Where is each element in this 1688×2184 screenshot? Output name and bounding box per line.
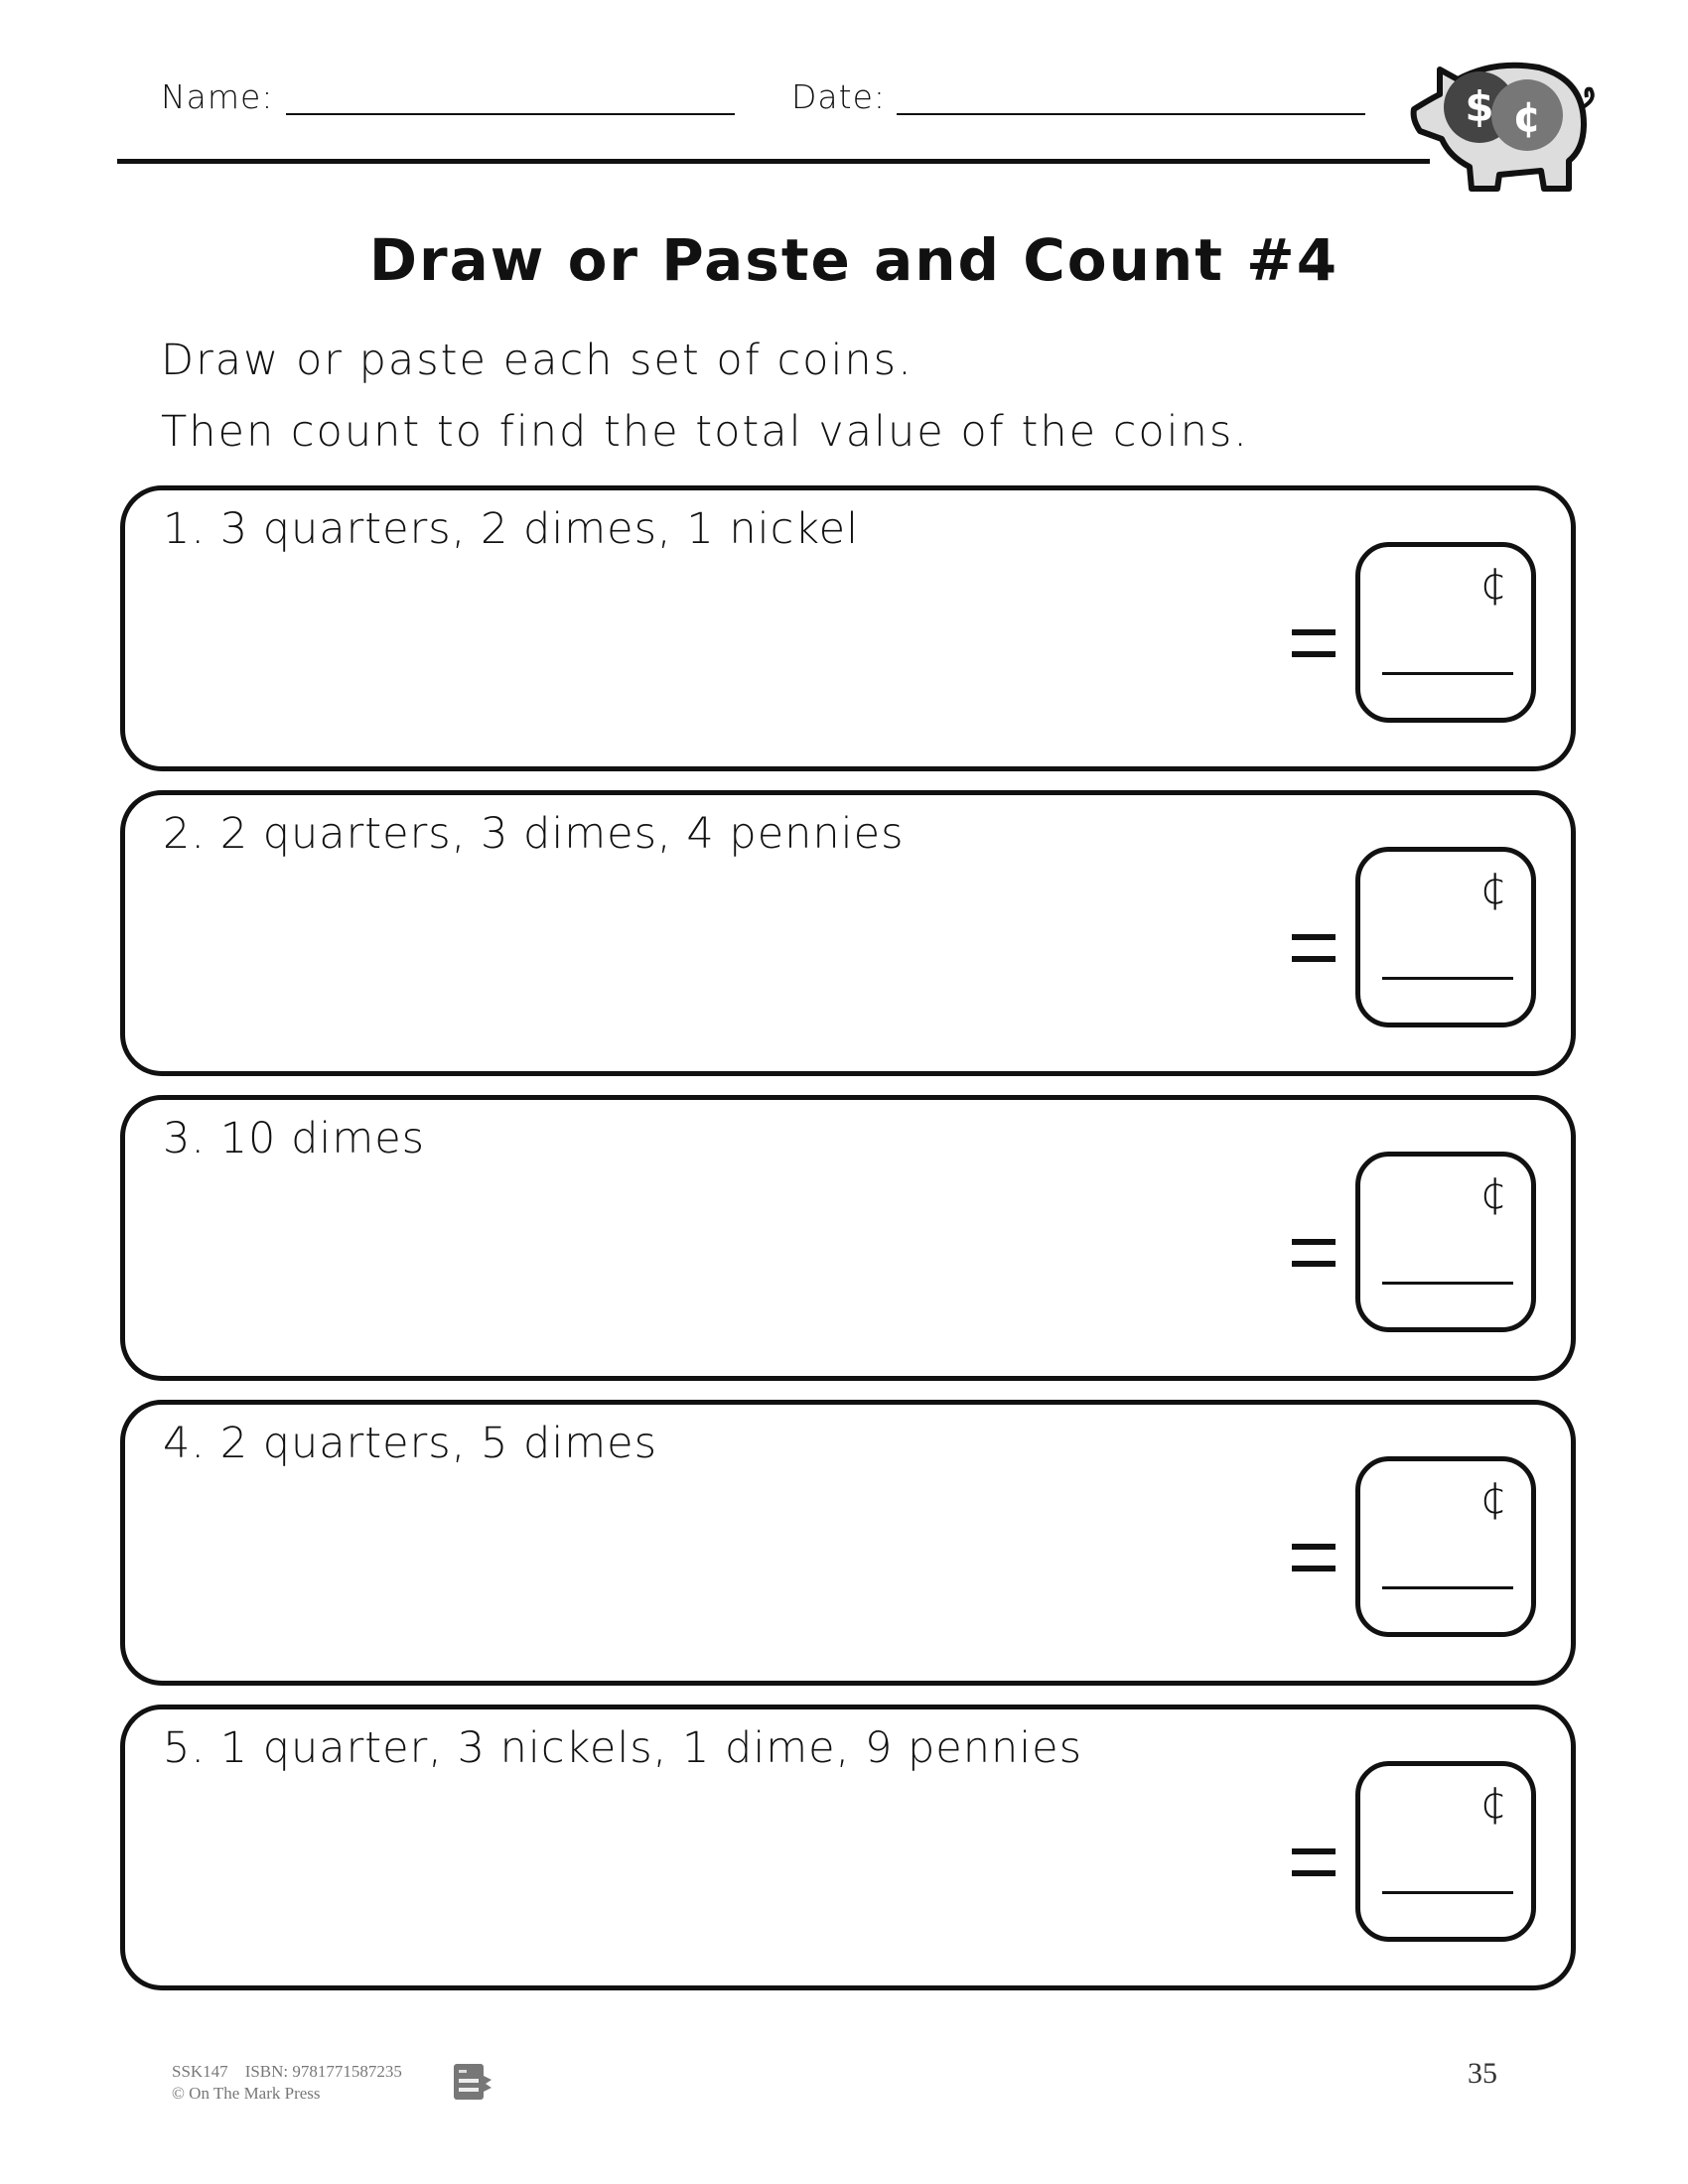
footer-credits — [172, 2061, 402, 2105]
cent-sign: ¢ — [1479, 1168, 1507, 1219]
equals-sign — [1292, 629, 1336, 657]
answer-line[interactable] — [1382, 1891, 1513, 1894]
answer-line[interactable] — [1382, 977, 1513, 980]
answer-line[interactable] — [1382, 672, 1513, 675]
problem-box-3 — [120, 1095, 1576, 1381]
page-number: 35 — [1468, 2057, 1497, 2090]
problem-box-1 — [120, 485, 1576, 771]
name-label: Name: — [161, 77, 274, 116]
problem-label: 1. 3 quarters, 2 dimes, 1 nickel — [163, 504, 860, 554]
problem-box-4 — [120, 1400, 1576, 1686]
answer-line[interactable] — [1382, 1586, 1513, 1589]
date-field[interactable] — [897, 113, 1365, 115]
problem-label: 3. 10 dimes — [163, 1114, 426, 1163]
publisher-logo-icon — [452, 2062, 493, 2102]
problem-label: 2. 2 quarters, 3 dimes, 4 pennies — [163, 809, 905, 859]
problem-box-5 — [120, 1705, 1576, 1990]
answer-box[interactable] — [1355, 542, 1536, 723]
cent-sign: ¢ — [1479, 1473, 1507, 1524]
product-code: SSK147 — [172, 2062, 228, 2081]
copyright: © On The Mark Press — [172, 2084, 321, 2103]
answer-box[interactable] — [1355, 1152, 1536, 1332]
header-rule — [117, 159, 1430, 164]
svg-text:¢: ¢ — [1512, 92, 1542, 141]
cent-sign: ¢ — [1479, 864, 1507, 914]
name-field[interactable] — [286, 113, 735, 115]
answer-box[interactable] — [1355, 1456, 1536, 1637]
equals-sign — [1292, 934, 1336, 962]
page-title: Draw or Paste and Count #4 — [368, 226, 1339, 294]
cent-sign: ¢ — [1479, 559, 1507, 610]
instruction-line-2: Then count to find the total value of the coins. — [161, 407, 1249, 457]
problem-label: 5. 1 quarter, 3 nickels, 1 dime, 9 pennies — [163, 1723, 1083, 1773]
answer-box[interactable] — [1355, 1761, 1536, 1942]
answer-line[interactable] — [1382, 1282, 1513, 1285]
isbn: ISBN: 9781771587235 — [244, 2062, 402, 2081]
cent-sign: ¢ — [1479, 1778, 1507, 1829]
svg-text:$: $ — [1465, 82, 1494, 131]
equals-sign — [1292, 1848, 1336, 1876]
answer-box[interactable] — [1355, 847, 1536, 1027]
equals-sign — [1292, 1239, 1336, 1267]
piggy-bank-logo-icon — [1400, 50, 1599, 199]
instruction-line-1: Draw or paste each set of coins. — [161, 336, 914, 385]
problem-box-2 — [120, 790, 1576, 1076]
date-label: Date: — [791, 77, 886, 116]
problem-label: 4. 2 quarters, 5 dimes — [163, 1419, 658, 1468]
equals-sign — [1292, 1544, 1336, 1571]
